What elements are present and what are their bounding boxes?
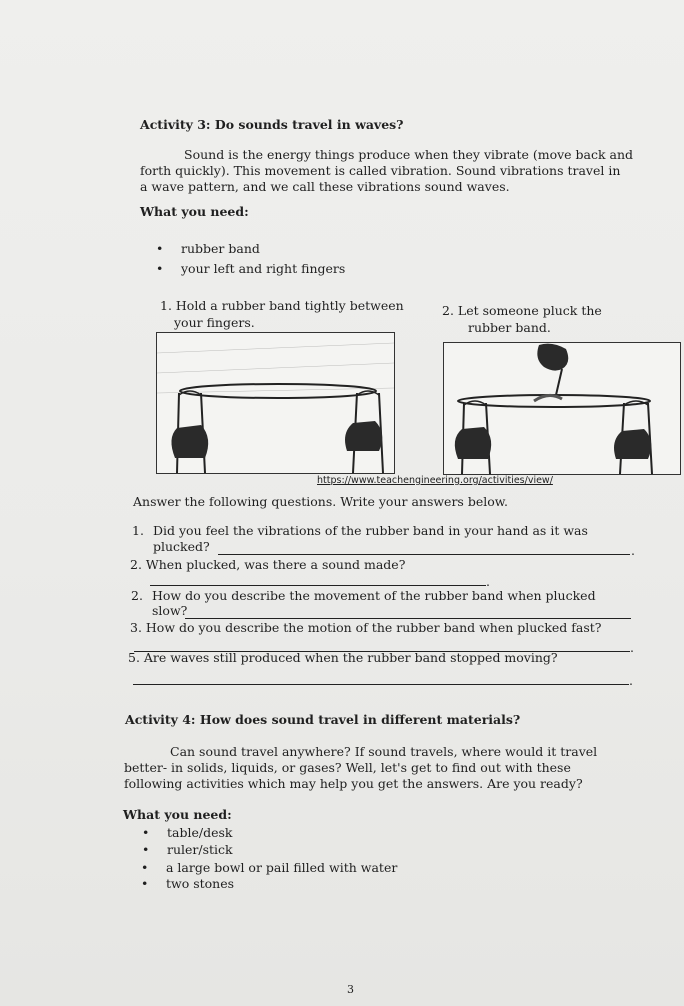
answer-line[interactable]	[218, 554, 630, 555]
rubber-band-stretched-illustration	[156, 332, 395, 474]
activity4-title: Activity 4: How does sound travel in different materials?	[125, 712, 521, 727]
material-item: • two stones	[166, 876, 234, 891]
activity3-title: Activity 3: Do sounds travel in waves?	[140, 117, 404, 132]
q3-number: 2.	[131, 588, 143, 603]
step2-text-line-2: rubber band.	[468, 320, 551, 335]
material-item: • rubber band	[181, 241, 260, 256]
answer-period: .	[631, 543, 635, 558]
activity3-need-heading: What you need:	[140, 204, 249, 219]
q4-text: 3. How do you describe the motion of the rubber band when plucked fast?	[130, 620, 602, 635]
q1-text-line-1: Did you feel the vibrations of the rubber band in your hand as it was	[153, 523, 588, 538]
material-item: • ruler/stick	[167, 842, 233, 857]
activity3-intro-line-2: forth quickly). This movement is called vibration. Sound vibrations travel in	[140, 163, 621, 178]
material-item: • table/desk	[167, 825, 232, 840]
answer-line[interactable]	[150, 585, 486, 586]
step2-text-line-1: 2. Let someone pluck the	[442, 303, 602, 318]
activity3-intro-line-1: Sound is the energy things produce when they vibrate (move back and	[184, 147, 634, 162]
step1-text-line-2: your fingers.	[174, 315, 255, 330]
activity4-intro-line-1: Can sound travel anywhere? If sound travels, where would it travel	[170, 744, 598, 759]
q3-text-line-1: How do you describe the movement of the rubber band when plucked	[152, 588, 596, 603]
q1-text-line-2: plucked?	[153, 539, 210, 554]
answer-period: .	[630, 640, 634, 655]
source-link[interactable]: https://www.teachengineering.org/activities/view/	[317, 475, 553, 486]
answer-line[interactable]	[185, 618, 631, 619]
q2-text: 2. When plucked, was there a sound made?	[130, 557, 406, 572]
rubber-band-plucked-illustration	[443, 342, 681, 475]
q5-text: 5. Are waves still produced when the rubber band stopped moving?	[128, 650, 558, 665]
q3-text-line-2: slow?	[152, 603, 188, 618]
answer-period: .	[629, 673, 633, 688]
material-item: • your left and right fingers	[181, 261, 345, 276]
plucked-band-drawing	[444, 343, 680, 474]
activity3-intro-line-3: a wave pattern, and we call these vibrations sound waves.	[140, 179, 510, 194]
step1-text-line-1: 1. Hold a rubber band tightly between	[160, 298, 404, 313]
material-item: • a large bowl or pail filled with water	[166, 860, 397, 875]
activity4-intro-line-3: following activities which may help you get the answers. Are you ready?	[124, 776, 583, 791]
page-number: 3	[347, 983, 354, 996]
q1-number: 1.	[132, 523, 144, 538]
answer-line[interactable]	[133, 684, 629, 685]
activity4-need-heading: What you need:	[123, 807, 232, 822]
answer-period: .	[486, 574, 490, 589]
stretched-band-drawing	[157, 333, 394, 473]
answer-instruction: Answer the following questions. Write your answers below.	[133, 494, 508, 509]
activity4-intro-line-2: better- in solids, liquids, or gases? Well, let's get to find out with these	[124, 760, 571, 775]
